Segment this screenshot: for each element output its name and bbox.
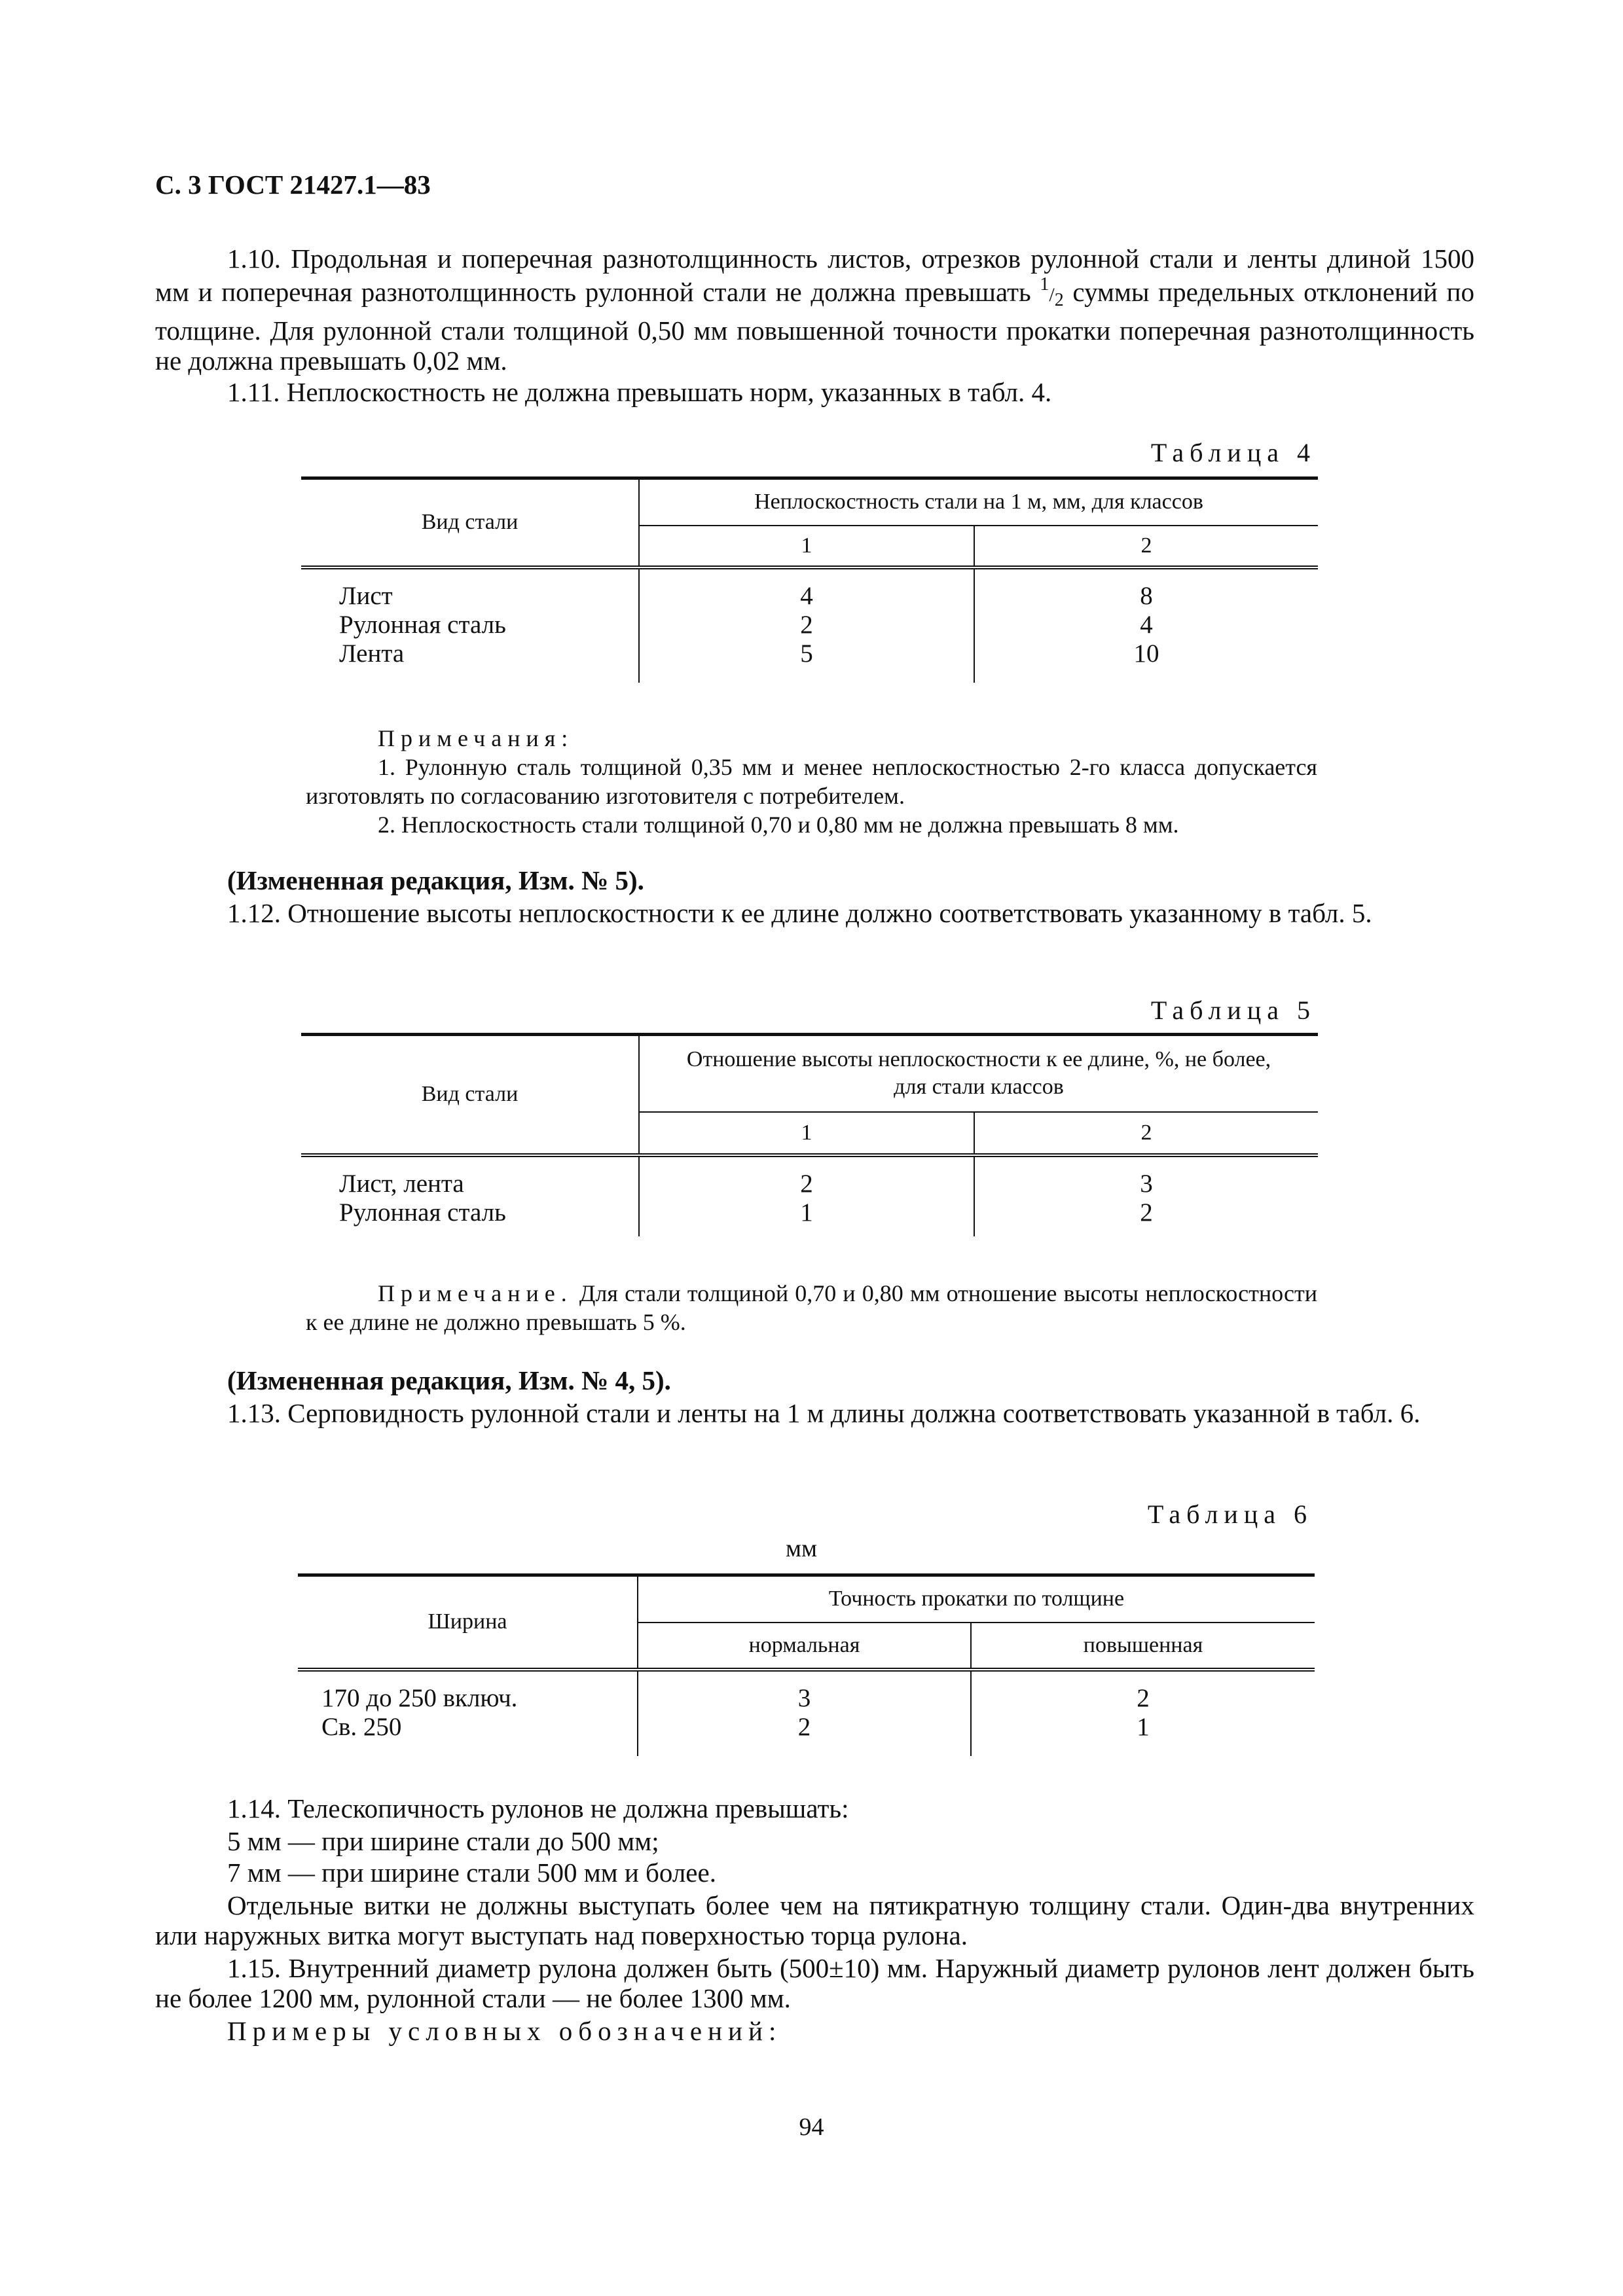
paragraph-1-11-text: 1.11. Неплоскостность не должна превышать норм, указанных в табл. 4.	[227, 377, 1052, 407]
amendment-note-2: (Измененная редакция, Изм. № 4, 5).	[227, 1365, 671, 1395]
table-4-cell: 4	[1140, 610, 1153, 639]
table-row	[298, 1684, 1315, 1713]
table-6-row-name: 170 до 250 включ.	[298, 1684, 638, 1713]
table-row	[298, 1713, 1315, 1742]
examples-heading: Примеры условных обозначений:	[227, 2016, 782, 2046]
table-5-cell: 3	[1140, 1169, 1153, 1198]
table-row	[301, 1170, 1318, 1198]
paragraph-1-14: 1.14. Телескопичность рулонов не должна превышать:	[227, 1793, 849, 1823]
note-1: 1. Рулонную сталь толщиной 0,35 мм и менее неплоскостностью 2-го класса допускается изготовлять по согласованию изготовителя с потребителем.	[306, 754, 1317, 809]
table-5-note	[306, 1279, 1317, 1336]
table-row	[301, 1198, 1318, 1227]
table-5-cell: 2	[639, 1170, 974, 1198]
paragraph-1-13: 1.13. Серповидность рулонной стали и ленты на 1 м длины должна соответствовать указанной в табл. 6.	[227, 1398, 1421, 1428]
paragraph-1-14-item-2: 7 мм — при ширине стали 500 мм и более.	[227, 1857, 716, 1888]
table-6-row-name: Св. 250	[298, 1713, 638, 1742]
table-5-class-1: 1	[639, 1112, 974, 1155]
paragraph-1-12: 1.12. Отношение высоты неплоскостности к ее длине должно соответствовать указанному в табл. 5.	[227, 898, 1372, 928]
table-row	[301, 639, 1318, 668]
table-5-caption: Таблица 5	[1150, 996, 1316, 1025]
note-text: Для стали толщиной 0,70 и 0,80 мм отношение высоты неплоскостности к ее длине не должно превышать 5 %.	[306, 1280, 1317, 1335]
paragraph-1-14-item-1: 5 мм — при ширине стали до 500 мм;	[227, 1826, 659, 1856]
table-5-row-name: Лист, лента	[301, 1170, 639, 1198]
page-number: 94	[799, 2113, 824, 2141]
paragraph-1-15: 1.15. Внутренний диаметр рулона должен быть (500±10) мм. Наружный диаметр рулонов лент должен быть не более 1200 мм, рулонной стали — не более 1300 мм.	[155, 1953, 1474, 2013]
table-4-cell: 5	[639, 639, 974, 668]
table-4-caption: Таблица 4	[1150, 438, 1316, 467]
table-4-header-type: Вид стали	[301, 478, 639, 567]
table-5-cell: 2	[1140, 1198, 1153, 1227]
table-4-class-1: 1	[639, 526, 974, 567]
paragraph-1-10-text-a: 1.10. Продольная и поперечная разнотолщинность листов, отрезков рулонной стали и ленты длиной 1500 мм и поперечная разнотолщинность рулонной стали не должна превышать	[155, 243, 1474, 307]
fraction-denominator: 2	[1054, 290, 1064, 310]
table-row	[301, 582, 1318, 611]
paragraph-1-10	[155, 243, 1474, 376]
table-4-notes	[306, 724, 1317, 839]
table-4	[301, 476, 1318, 683]
table-6-header-group: Точность прокатки по толщине	[638, 1575, 1315, 1623]
table-5-header-group: Отношение высоты неплоскостности к ее длине, %, не более, для стали классов	[639, 1035, 1318, 1112]
table-6-header-increased: повышенная	[971, 1623, 1315, 1670]
table-5-class-2: 2	[974, 1112, 1318, 1155]
table-6-header-normal: нормальная	[638, 1623, 971, 1670]
table-row	[301, 611, 1318, 639]
note-2: 2. Неплоскостность стали толщиной 0,70 и 0,80 мм не должна превышать 8 мм.	[378, 812, 1179, 838]
table-4-cell: 2	[639, 611, 974, 639]
table-6-cell: 1	[1137, 1712, 1150, 1741]
one-half-fraction: $^1/_2$	[1040, 274, 1064, 310]
table-4-row-name: Лента	[301, 639, 639, 668]
fraction-numerator: 1	[1040, 274, 1049, 295]
table-4-cell: 10	[1133, 639, 1159, 668]
table-6-cell: 3	[638, 1684, 971, 1713]
table-5	[301, 1033, 1318, 1236]
table-6-units: мм	[786, 1535, 818, 1562]
table-4-cell: 8	[1140, 581, 1153, 610]
table-6-header-width: Ширина	[298, 1575, 638, 1670]
table-4-class-2: 2	[974, 526, 1318, 567]
table-5-row-name: Рулонная сталь	[301, 1198, 639, 1227]
table-5-cell: 1	[639, 1198, 974, 1227]
page-header: С. 3 ГОСТ 21427.1—83	[155, 170, 431, 200]
table-6-cell: 2	[638, 1713, 971, 1742]
paragraph-1-14-text: Отдельные витки не должны выступать более чем на пятикратную толщину стали. Один-два внутренних или наружных витка могут выступать над поверхностью торца рулона.	[155, 1890, 1474, 1950]
table-4-row-name: Лист	[301, 582, 639, 611]
table-5-header-type: Вид стали	[301, 1035, 639, 1155]
notes-title: Примечания:	[378, 725, 574, 751]
table-4-cell: 4	[639, 582, 974, 611]
table-6-caption: Таблица 6	[1147, 1499, 1313, 1529]
table-6-cell: 2	[1137, 1683, 1150, 1712]
amendment-note-1: (Измененная редакция, Изм. № 5).	[227, 865, 644, 895]
table-4-header-group: Неплоскостность стали на 1 м, мм, для классов	[639, 478, 1318, 526]
table-4-row-name: Рулонная сталь	[301, 611, 639, 639]
paragraph-1-10-text-b: суммы предельных отклонений по толщине. Для рулонной стали толщиной 0,50 мм повышенной точности прокатки поперечная разнотолщинность не должна превышать 0,02 мм.	[155, 277, 1474, 376]
table-6	[298, 1573, 1315, 1756]
note-title: Примечание.	[378, 1280, 573, 1306]
paragraph-1-11	[155, 377, 1474, 407]
